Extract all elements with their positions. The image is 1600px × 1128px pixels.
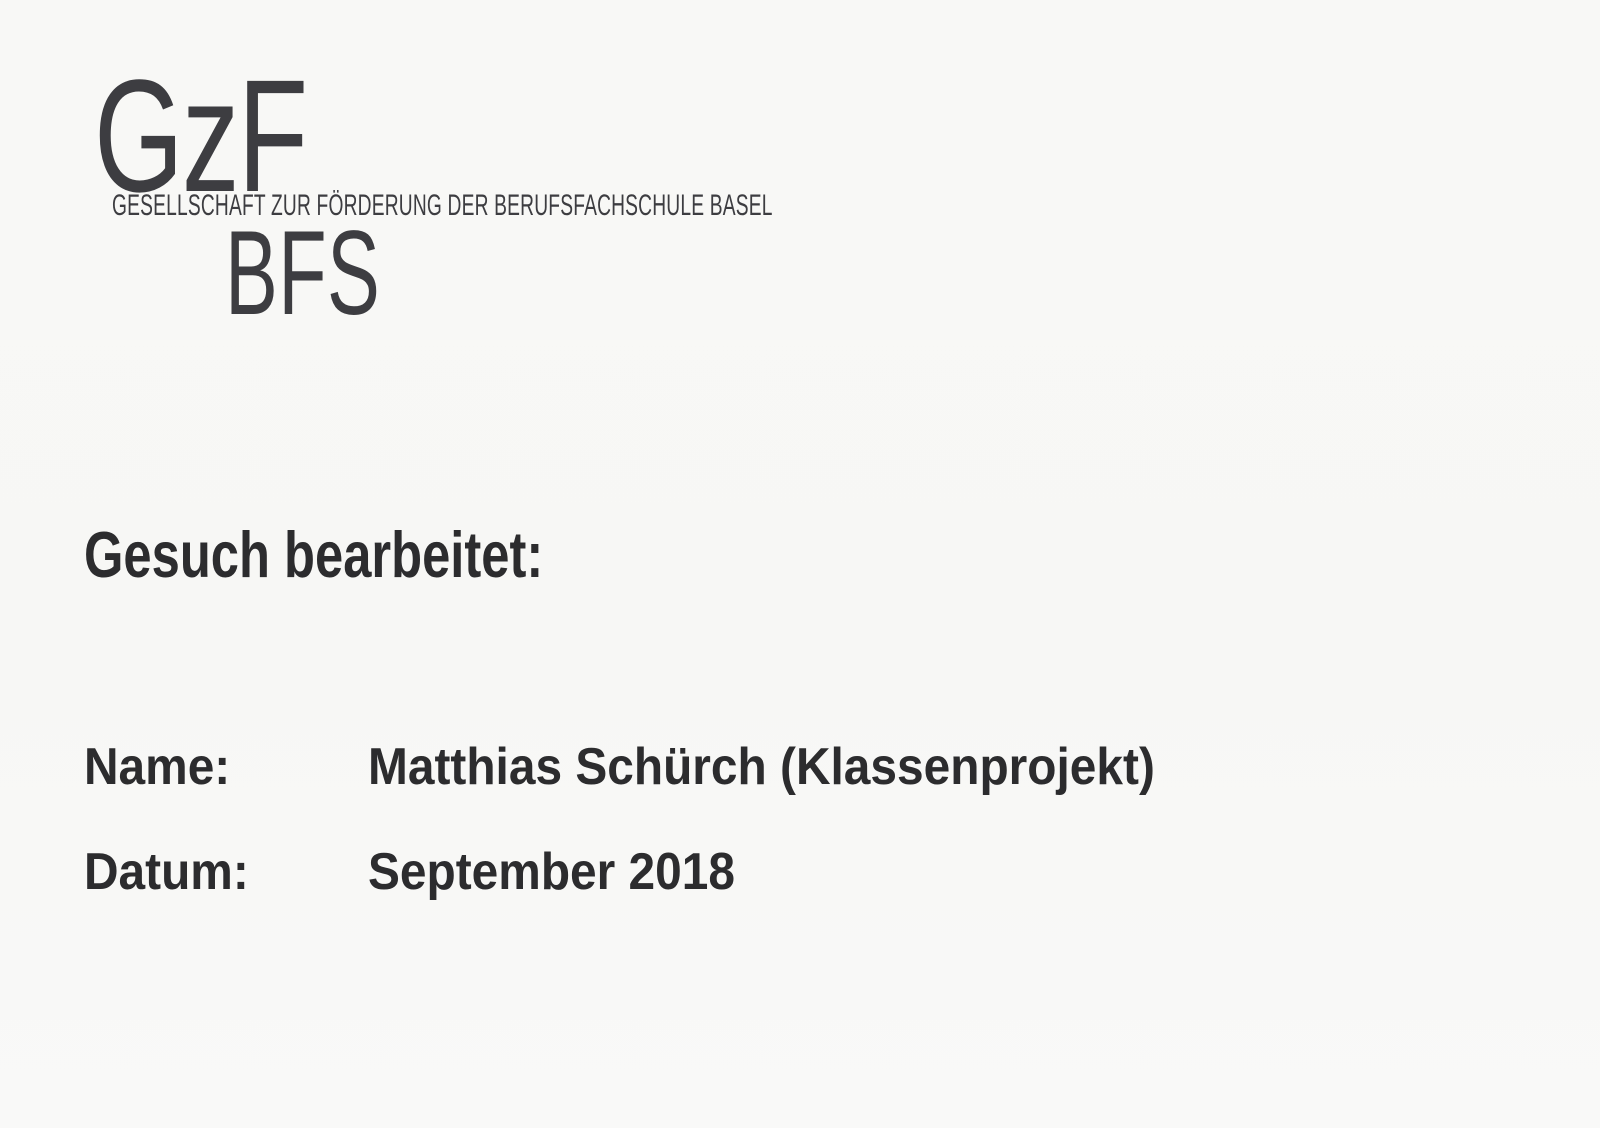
logo-tagline: GESELLSCHAFT ZUR FÖRDERUNG DER BERUFSFACHSCHULE BASEL xyxy=(112,189,773,222)
document-heading: Gesuch bearbeitet: xyxy=(84,518,544,591)
name-value: Matthias Schürch (Klassenprojekt) xyxy=(368,738,1155,796)
name-label: Name: xyxy=(84,738,231,796)
datum-label: Datum: xyxy=(84,843,249,901)
field-row-datum xyxy=(0,843,1600,906)
field-row-name xyxy=(0,738,1600,801)
logo-monogram-bfs: BFS xyxy=(225,206,381,340)
datum-value: September 2018 xyxy=(368,843,735,901)
logo-monogram-gzf: GzF xyxy=(94,46,307,225)
